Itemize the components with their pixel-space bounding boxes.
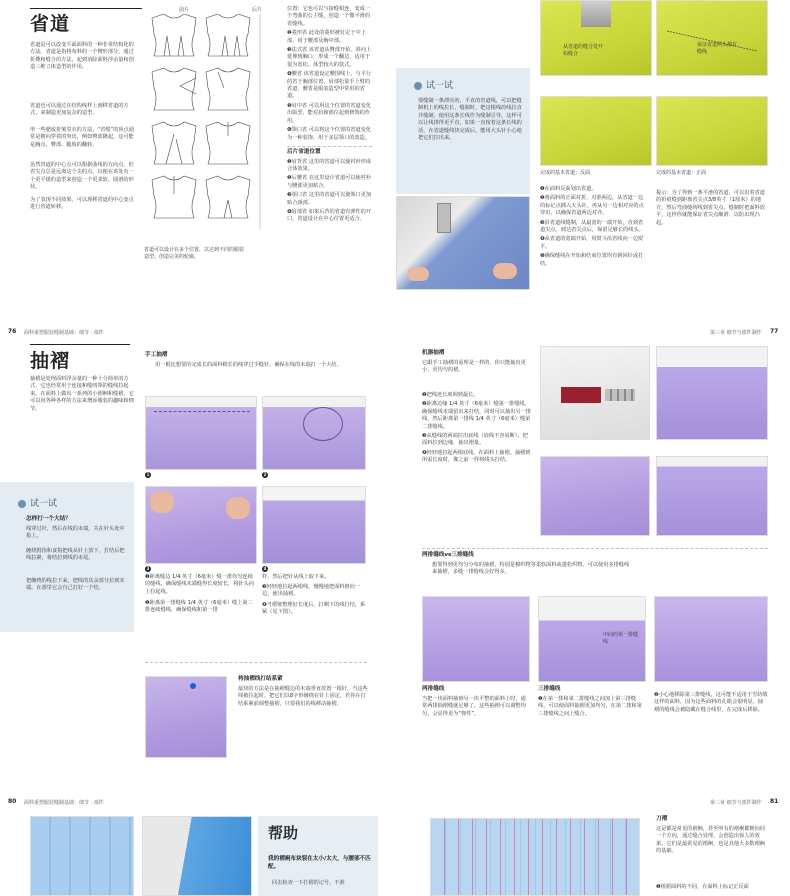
back-step: ❶肩背省 这里的省道可以使衬衫形成合体效果。	[287, 158, 372, 172]
running-header-left: 面料重塑服装缝制基础：细节 · 部件	[24, 330, 104, 336]
photo-number: 2	[263, 472, 267, 477]
hand-shape	[407, 267, 429, 281]
section-heading: 手工抽褶	[145, 352, 168, 358]
two-row-body: 当把一块面料抽到另一块平整的面料上时，通常两排抽褶缝就足够了，这些抽褶可以调整均匀，会显得更为“弹性”。	[422, 696, 526, 717]
hand-step-d: ❸轻轻地拉起两根线，慢慢地把面料推向一边，使出抽褶。	[262, 584, 361, 598]
body-text-2: 形一些肥或折皱里衣的方法，“省缝”的顶点通常是朝向穿着的突出，例如臀部隆起，这可能是胸点、臀部、腿肢的翻转。	[30, 127, 134, 148]
title-rule	[30, 344, 130, 345]
step-text: ❶把线迹长度调到最长。	[422, 392, 479, 398]
row-photo-3	[654, 596, 768, 682]
help-question: 我的褶裥布块裂在太小/太大，与腰部不匹配。	[268, 856, 371, 870]
dart-photo-4	[656, 96, 768, 166]
page-title: 省道	[30, 13, 71, 35]
hand-step-e: ❹当褶皱整理好长度后，打剩下的线打结，系紧（见下图）。	[262, 602, 366, 616]
back-step: ❷后腰省 在这里设计省道可以使衬衫与腰部更加贴合。	[287, 175, 372, 189]
tip-question: 怎样打一个大结？	[26, 516, 71, 522]
dart-photo-3	[540, 96, 652, 166]
tip-body: 把缠绕的线拉下来，把线的其余部分拉到末端。在那里它会自己打好一个结。	[26, 578, 125, 592]
step-text: ❻领口省 可以将这个位置的省道变化为一种装饰，用于多层领口的改造。	[287, 127, 372, 141]
tip-box	[0, 482, 134, 632]
page-number-right: 77	[770, 328, 779, 335]
running-header-right: 第三章 细节与部件制作	[710, 800, 762, 806]
stitch-line	[154, 411, 250, 412]
machine-steps	[422, 392, 532, 465]
section-intro: 用一根比想要的完成长的面料稍长的线穿过手缝针，确保在线的末端打一个大结。	[155, 362, 342, 368]
gather-photo-3	[145, 486, 257, 564]
machine-gather-photo-2	[540, 456, 650, 536]
dart-photo-1	[540, 0, 652, 76]
body-text-1: 省道也可以通过在结构线样上画移省道的方式，来制造更加复杂的造型。	[30, 103, 129, 117]
three-row-body-2: ❷小心地移除第三排缝线，这可能不适用于雪纺缎这样的面料，因为这些面料的孔眼会很明显。抽褶的缝线会被隐藏在缝合线里，在完成后移除。	[654, 692, 768, 713]
help-body: 回去检查一下打褶的记号，不准	[272, 880, 345, 886]
knot-title: 将抽褶线打结系紧	[238, 676, 283, 682]
machine-photo	[540, 346, 650, 440]
dart-photo-2	[656, 0, 768, 76]
intro-text: 抽褶是处理面料浮余量的一种十分简单的方式，它也经常用于连接和缝纫领的缝线拉起来。在面料上做出一系列的小褶裥和缝褶，它可以用各种各样的方法来增添服装的趣味和细节。	[30, 376, 134, 412]
step-text: ❹从省道的宽端开始，用熨斗沿省线向一边熨平。	[540, 236, 644, 250]
bodice-illustrations	[144, 14, 274, 229]
knot-photo	[145, 676, 227, 758]
tip-body: 缠绕拇指和食指把线从针上放下，打结后把线拉紧，将结拉到线的末尾。	[26, 548, 125, 562]
photo-number: 3	[146, 566, 150, 571]
tip-body: 要缝制一条漂亮的、平直的省道线，可以把缝制机上的线拉长，缝制时，把这根线的线拉直并缝制，使用这条长线作为缝制引导，这样可以让线排得更平直，如果一直按着这条长线的话，在省道缝线快完成后，能用大头针小心地把它们拉出来。	[418, 98, 522, 142]
gather-photo-4	[262, 486, 366, 564]
lcd-display	[561, 387, 601, 403]
step-text: ❷将面料的正面对折，对准两边，从省道一边的标记点插入大头针。再从另一边相对应的点穿出，以确保省道两边对齐。	[540, 195, 644, 217]
spread-gathers	[0, 326, 790, 796]
hand-step-c: 样，然后把针从线上取下来。	[262, 574, 330, 580]
photo-caption: 完成的基本省道：反面	[540, 170, 591, 176]
section-intro: 它跟手工抽褶的原理是一样的，你只能抽出更小、更均匀的褶。	[422, 360, 526, 374]
machine-gather-photo-1	[656, 346, 768, 440]
help-title: 帮助	[268, 824, 299, 842]
hand-shape	[493, 263, 517, 279]
right-steps	[540, 186, 648, 268]
front-steps-column	[287, 6, 372, 224]
pleat-photo-1	[30, 816, 134, 896]
gather-photo-2	[262, 396, 366, 470]
step-text: ❸沿省道线缝制，从最宽的一端开始，直到省道尖点。到达省尖点后，保留足够长的线头。	[540, 219, 644, 234]
hand-step-b: ❷距离第一排缝线 1/4 英寸（6毫米）缝上第二排连续缝线，确保缝线和第一排	[145, 600, 253, 614]
body-text-4: 为了表现不同效果，可以现移省道的中心变点进行省道转移。	[30, 197, 134, 211]
diagram-label-back: 后片	[252, 7, 263, 13]
body-text-3: 虽然省道的中心点可以根据曲线的方向点，但省尖点总是远离这个尖的点，以便在该处有一个更平缓的造型来创造一个更柔软、圆滑的形状。	[30, 162, 134, 191]
step-text: ❺确保缝线在开始和结束位置均有倒回针或打结。	[540, 253, 644, 267]
pleat-body: 这是都是常见的褶裥，甚至所有的褶裥都朝向同一个方向，通过缝合处理，会创造出惊人的效果。它们是最常见的褶裥，也是其他大多数褶裥的基础。	[656, 826, 765, 855]
vs-body: 想要得到更均匀分布的抽褶，特别是棉织物等柔软面料或蓬松织物，可以使用多排缝线来抽褶，多缝一排缝线会好得多。	[432, 562, 630, 576]
page-number-left: 76	[8, 328, 17, 335]
knot-body: 最快的方法是在抽褶缝边的末端垂直放置一根针，当这些线被拉起时，把它们以8字形缠绕在针上固定，若你在打结系紧前调整抽褶，只要我们的线移动抽褶。	[238, 686, 368, 707]
step-text: ❷距离边缘 1/4 英寸（6毫米）缝第一排缝线，确保缝线末端留出来打结，同时可以抽出另一排线，然后距离第一排线 1/4 英寸（6毫米）缝第二排缝线。	[422, 401, 531, 430]
back-header: 后片省道位置	[287, 148, 321, 155]
photo-caption: 中间的第一排缝线	[603, 632, 639, 645]
step-text: ❹轻轻地拉起两根底线，在面料上抽褶。抽褶到所需长度时，像之前一样将线头打结。	[422, 449, 531, 464]
diagram-label-front: 前片	[179, 7, 190, 13]
running-header-left: 面料重塑服装缝制基础：细节 · 部件	[24, 800, 104, 806]
step-text: ❸法式省 该省道从臀部开始，斜向上延伸到胸口，形成一个翻边，适用于很为宽松、体型较大的款式。	[287, 47, 372, 68]
machine-part	[581, 1, 611, 27]
page-number-left: 80	[8, 798, 17, 805]
presser-foot	[437, 203, 451, 233]
tip-box	[396, 68, 530, 194]
gather-photo-1	[145, 396, 257, 470]
step-text: ❺肩中省 可以用这个位置的省道变化出版型，能对肩膀部位起到修饰的作用。	[287, 102, 372, 124]
back-step: ❸领口省 这里的省道可以使领口更加贴合颈部。	[287, 192, 372, 206]
pleat-step: ❶根据面料的不同，在面料上标记正反面	[656, 884, 749, 890]
spread-pleats	[0, 796, 790, 896]
dart-diagram	[144, 6, 274, 268]
row-photo-1	[422, 596, 530, 682]
tip-dot	[18, 500, 26, 508]
page-title: 抽褶	[30, 350, 71, 372]
running-header-right: 第三章 细节与部件制作	[710, 330, 762, 336]
tip-dot	[414, 82, 422, 90]
tip-title: 试一试	[426, 81, 454, 91]
pleat-photo-2	[142, 816, 252, 896]
back-step: ❹肩部省 如果后背的省道有弹性的开口，省道设计在中心位置更适合。	[287, 208, 372, 223]
hand-shape	[150, 491, 174, 513]
machine-gather-photo-3	[656, 456, 768, 536]
photo-caption: 保证省道两头都有缝线	[697, 42, 738, 55]
divider	[422, 548, 768, 549]
step-text: ❹腰省 该省道设定腰围线上，与平行的省于胸部位置，肩部松量手上臂的省道，腰省是服装造型中常用的省道。	[287, 71, 372, 100]
photo-caption: 从省道的缝合处开始缝合	[563, 44, 604, 57]
step-text: ❷菱形省 此处的菱形被钉定于中上部，用于腰部及胸中部。	[287, 30, 366, 44]
divider	[287, 146, 372, 147]
row-photo-2	[538, 596, 646, 682]
hand-shape	[226, 497, 250, 519]
diagram-caption: 省道可以设计在多个位置，以达到不同的服装造型。创造完美的轮廓。	[144, 247, 245, 260]
help-box	[258, 816, 378, 896]
photo-caption: 完成的基本省道：正面	[656, 170, 707, 176]
dart-line	[657, 1, 768, 76]
photo-number: 1	[146, 472, 150, 477]
hand-step-a: ❶距离缝边 1/4 英寸（6毫米）缝一排均匀连续的缝线，确保缝线末端缝得长度较长，将针头向上拉起线。	[145, 574, 254, 595]
tip-title: 试一试	[30, 499, 58, 509]
step-text: ❸从缝线的两端拉出底线（底线不容易断），把面料拉到边缘，抽出褶量。	[422, 433, 528, 447]
page-number-right: 81	[770, 798, 779, 805]
step-text: 位置：它也可以与接缝相连，变成一个弯曲的公主缝，创造一个微平滑的省缝线。	[287, 6, 371, 27]
tip-body: 线穿过针，然后在线的末端。关在针头处中指上。	[26, 526, 125, 540]
sewing-photo-tip	[396, 196, 530, 290]
three-row-title: 三排缝线	[538, 686, 561, 692]
hint-text: 提示：为了得到一条平滑的省道，可以沿着省道的折痕缝到距离省尖点3/8英寸（1厘米）的地方，然后弯曲缝纫线到省尖点。缝制时把面料放平，这样你就能保证省尖点顺滑、以防出现凸起。	[656, 190, 765, 226]
divider	[145, 662, 367, 663]
step-text: ❶在面料反面划出省道。	[540, 186, 597, 192]
thread-loop	[303, 407, 343, 441]
intro-text: 省道是可以改变平面面料的一种非常结构化的方法。省道是指将布料的一个楔形部分，通过折叠和缝合的方法，起到消除面料浮余量和创造三维立体造型的作用。	[30, 42, 134, 71]
pleat-photo-3	[430, 818, 640, 896]
vs-title: 两排缝线vs三排缝线	[422, 552, 474, 558]
pleat-title: 刀褶	[656, 816, 668, 822]
photo-number: 4	[263, 566, 267, 571]
spread-darts	[0, 0, 790, 300]
two-row-title: 两排缝线	[422, 686, 445, 692]
pleat-marks	[431, 819, 640, 896]
control-buttons	[605, 389, 635, 401]
three-row-body: ❶在第一排和第二排缝线之间加上第三排缝线，可以使面料抽褶更加均匀，在第二排和第三排缝线之间上缝合。	[538, 696, 642, 717]
pin-head	[190, 683, 196, 689]
section-heading: 机器抽褶	[422, 350, 445, 356]
